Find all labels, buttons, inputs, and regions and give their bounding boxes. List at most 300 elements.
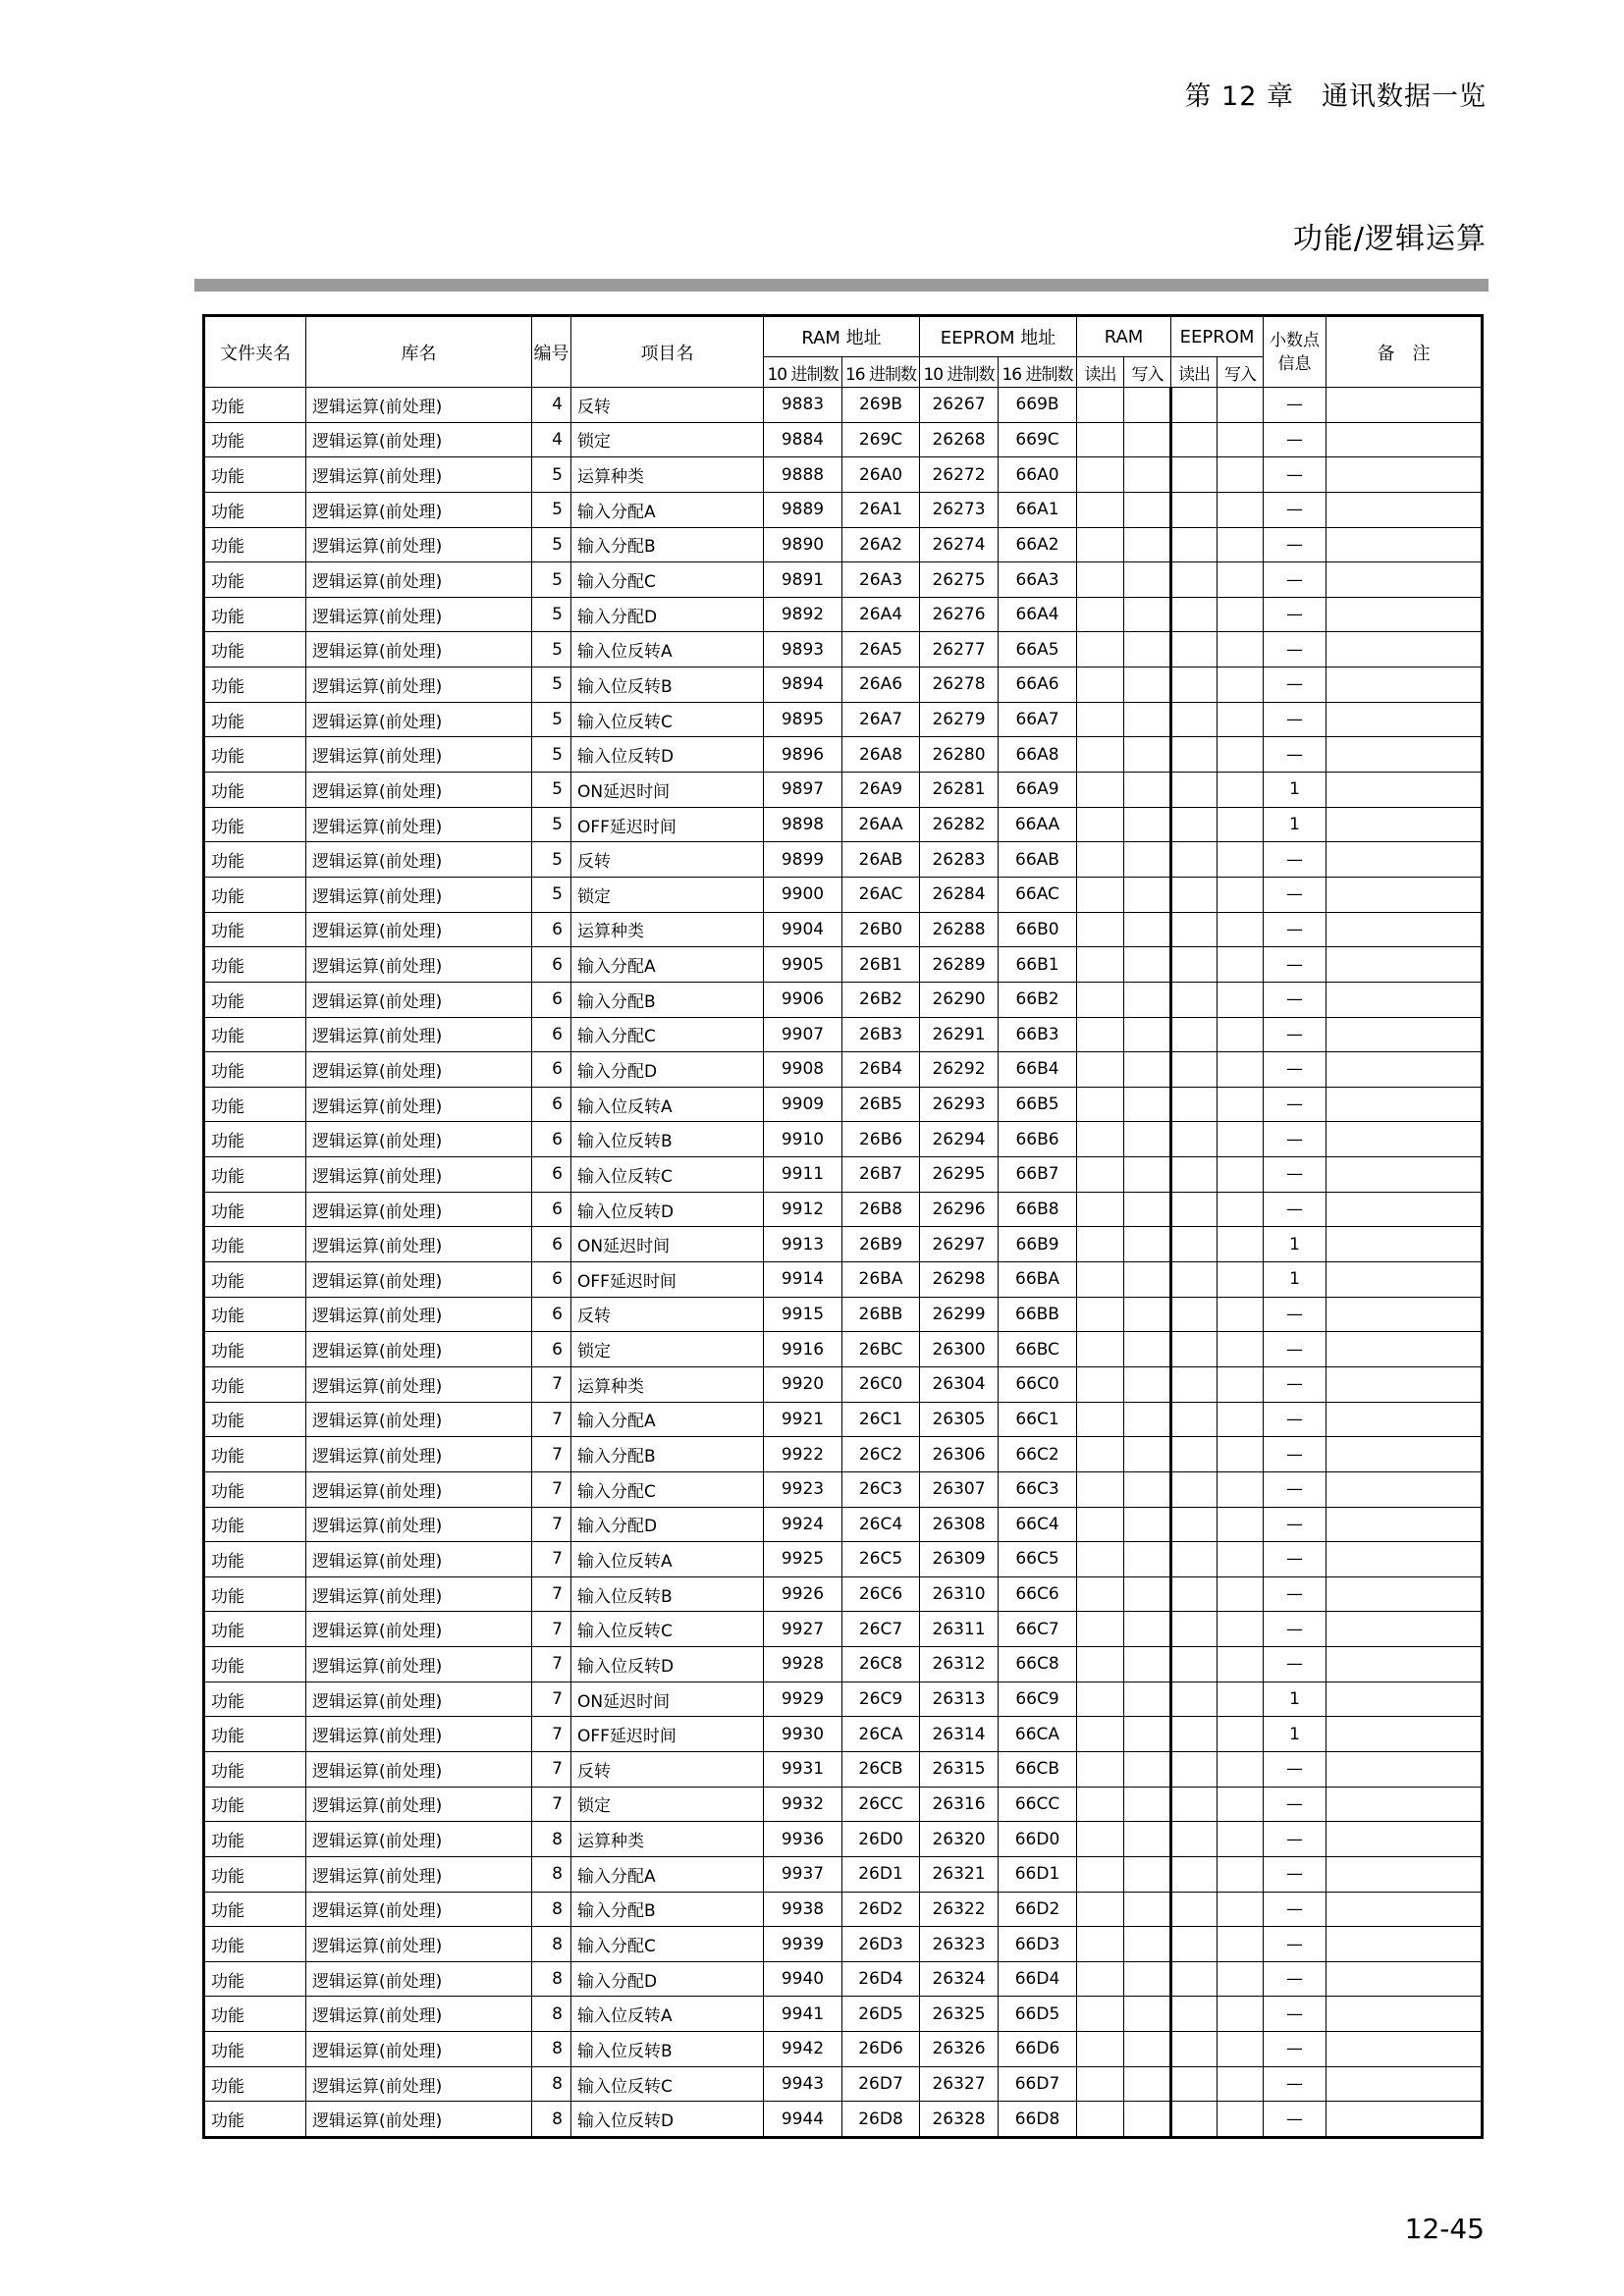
cell-ram-read [1077, 1122, 1124, 1157]
cell-eeprom-read [1171, 1682, 1218, 1717]
cell-ram-dec: 9924 [764, 1507, 842, 1542]
table-row [204, 1437, 1483, 1472]
cell-decimal: — [1264, 1507, 1326, 1542]
cell-decimal: 1 [1264, 773, 1326, 808]
cell-eeprom-read [1171, 1192, 1218, 1227]
cell-remarks [1326, 388, 1483, 423]
cell-eeprom-read [1171, 1822, 1218, 1857]
cell-ram-write [1124, 457, 1171, 493]
cell-eeprom-write [1218, 2032, 1264, 2067]
cell-library: 逻辑运算(前处理) [306, 1927, 532, 1962]
cell-number: 6 [532, 1052, 571, 1088]
cell-number: 8 [532, 1927, 571, 1962]
cell-number: 6 [532, 1122, 571, 1157]
cell-library: 逻辑运算(前处理) [306, 457, 532, 493]
cell-decimal: — [1264, 842, 1326, 878]
cell-ram-read [1077, 1507, 1124, 1542]
cell-library: 逻辑运算(前处理) [306, 702, 532, 737]
cell-item: ON延迟时间 [571, 1227, 764, 1262]
cell-eeprom-dec: 26289 [920, 947, 999, 983]
cell-eeprom-hex: 66CA [999, 1717, 1077, 1752]
cell-decimal: — [1264, 1751, 1326, 1787]
cell-eeprom-hex: 66A1 [999, 492, 1077, 527]
cell-ram-hex: 26CB [842, 1751, 920, 1787]
cell-ram-read [1077, 597, 1124, 632]
cell-eeprom-dec: 26290 [920, 982, 999, 1017]
cell-number: 5 [532, 597, 571, 632]
cell-library: 逻辑运算(前处理) [306, 1471, 532, 1507]
cell-folder: 功能 [204, 1717, 306, 1752]
cell-ram-dec: 9900 [764, 877, 842, 912]
table-body [204, 388, 1483, 2138]
cell-ram-write [1124, 912, 1171, 947]
cell-library: 逻辑运算(前处理) [306, 1682, 532, 1717]
table-row [204, 667, 1483, 703]
cell-ram-read [1077, 1787, 1124, 1822]
cell-library: 逻辑运算(前处理) [306, 842, 532, 878]
cell-ram-hex: 26D1 [842, 1856, 920, 1892]
cell-ram-dec: 9908 [764, 1052, 842, 1088]
cell-folder: 功能 [204, 982, 306, 1017]
cell-eeprom-write [1218, 1961, 1264, 1997]
table-row [204, 388, 1483, 423]
cell-eeprom-hex: 66C7 [999, 1612, 1077, 1647]
cell-ram-read [1077, 1437, 1124, 1472]
cell-number: 7 [532, 1576, 571, 1612]
cell-ram-write [1124, 1297, 1171, 1332]
cell-remarks [1326, 842, 1483, 878]
cell-ram-hex: 26AA [842, 807, 920, 842]
cell-folder: 功能 [204, 1017, 306, 1052]
cell-ram-hex: 26CC [842, 1787, 920, 1822]
cell-eeprom-dec: 26308 [920, 1507, 999, 1542]
cell-eeprom-hex: 66AB [999, 842, 1077, 878]
cell-item: OFF延迟时间 [571, 1717, 764, 1752]
cell-item: 运算种类 [571, 457, 764, 493]
cell-eeprom-read [1171, 1366, 1218, 1402]
cell-number: 5 [532, 632, 571, 667]
cell-eeprom-read [1171, 2102, 1218, 2138]
cell-ram-hex: 26D2 [842, 1892, 920, 1927]
cell-ram-read [1077, 2032, 1124, 2067]
cell-ram-dec: 9943 [764, 2066, 842, 2102]
table-row [204, 1087, 1483, 1122]
cell-eeprom-read [1171, 1471, 1218, 1507]
cell-folder: 功能 [204, 457, 306, 493]
cell-number: 4 [532, 422, 571, 457]
cell-decimal: — [1264, 562, 1326, 598]
cell-eeprom-hex: 66B2 [999, 982, 1077, 1017]
cell-number: 5 [532, 877, 571, 912]
cell-eeprom-hex: 66D4 [999, 1961, 1077, 1997]
cell-library: 逻辑运算(前处理) [306, 1612, 532, 1647]
cell-eeprom-write [1218, 388, 1264, 423]
cell-number: 8 [532, 1892, 571, 1927]
cell-eeprom-write [1218, 1332, 1264, 1367]
cell-ram-write [1124, 1997, 1171, 2032]
cell-library: 逻辑运算(前处理) [306, 562, 532, 598]
cell-ram-read [1077, 388, 1124, 423]
cell-eeprom-write [1218, 1787, 1264, 1822]
table-row [204, 1017, 1483, 1052]
cell-ram-write [1124, 1087, 1171, 1122]
cell-library: 逻辑运算(前处理) [306, 1262, 532, 1298]
cell-decimal: — [1264, 2066, 1326, 2102]
cell-number: 7 [532, 1437, 571, 1472]
cell-remarks [1326, 737, 1483, 773]
cell-decimal: — [1264, 2032, 1326, 2067]
table-row [204, 1262, 1483, 1298]
header-decimal: 小数点信息 [1264, 316, 1326, 388]
cell-eeprom-write [1218, 1576, 1264, 1612]
cell-ram-hex: 26A6 [842, 667, 920, 703]
cell-ram-write [1124, 1717, 1171, 1752]
cell-number: 8 [532, 1997, 571, 2032]
cell-eeprom-write [1218, 1997, 1264, 2032]
cell-eeprom-dec: 26279 [920, 702, 999, 737]
table-row [204, 492, 1483, 527]
cell-eeprom-read [1171, 1612, 1218, 1647]
cell-ram-hex: 26D4 [842, 1961, 920, 1997]
cell-library: 逻辑运算(前处理) [306, 1087, 532, 1122]
cell-ram-hex: 26A9 [842, 773, 920, 808]
cell-folder: 功能 [204, 1856, 306, 1892]
cell-eeprom-dec: 26284 [920, 877, 999, 912]
cell-ram-read [1077, 2102, 1124, 2138]
cell-remarks [1326, 1262, 1483, 1298]
cell-remarks [1326, 562, 1483, 598]
header-ram-write: 写入 [1124, 357, 1171, 388]
cell-eeprom-hex: 66B6 [999, 1122, 1077, 1157]
cell-ram-dec: 9910 [764, 1122, 842, 1157]
cell-remarks [1326, 1822, 1483, 1857]
cell-library: 逻辑运算(前处理) [306, 1892, 532, 1927]
cell-eeprom-write [1218, 1471, 1264, 1507]
cell-remarks [1326, 1856, 1483, 1892]
cell-ram-read [1077, 1052, 1124, 1088]
cell-eeprom-write [1218, 1437, 1264, 1472]
cell-number: 5 [532, 667, 571, 703]
cell-ram-write [1124, 492, 1171, 527]
cell-ram-read [1077, 842, 1124, 878]
cell-ram-write [1124, 1192, 1171, 1227]
cell-folder: 功能 [204, 632, 306, 667]
cell-eeprom-read [1171, 1507, 1218, 1542]
cell-eeprom-write [1218, 1647, 1264, 1682]
cell-ram-write [1124, 1822, 1171, 1857]
cell-eeprom-hex: 66C1 [999, 1402, 1077, 1437]
cell-remarks [1326, 1017, 1483, 1052]
cell-ram-read [1077, 1647, 1124, 1682]
cell-eeprom-write [1218, 1507, 1264, 1542]
cell-library: 逻辑运算(前处理) [306, 1961, 532, 1997]
cell-eeprom-dec: 26272 [920, 457, 999, 493]
cell-eeprom-write [1218, 562, 1264, 598]
cell-decimal: — [1264, 1542, 1326, 1577]
cell-eeprom-hex: 66CC [999, 1787, 1077, 1822]
cell-ram-dec: 9883 [764, 388, 842, 423]
cell-eeprom-write [1218, 773, 1264, 808]
cell-item: 输入分配A [571, 492, 764, 527]
cell-ram-dec: 9928 [764, 1647, 842, 1682]
table-row [204, 1856, 1483, 1892]
cell-ram-write [1124, 737, 1171, 773]
cell-item: 输入位反转C [571, 702, 764, 737]
cell-item: 运算种类 [571, 1366, 764, 1402]
table-row [204, 597, 1483, 632]
cell-number: 8 [532, 1822, 571, 1857]
cell-ram-read [1077, 1542, 1124, 1577]
cell-eeprom-read [1171, 842, 1218, 878]
cell-number: 6 [532, 1017, 571, 1052]
cell-ram-dec: 9940 [764, 1961, 842, 1997]
cell-library: 逻辑运算(前处理) [306, 1507, 532, 1542]
cell-library: 逻辑运算(前处理) [306, 1192, 532, 1227]
cell-eeprom-dec: 26275 [920, 562, 999, 598]
cell-folder: 功能 [204, 1822, 306, 1857]
cell-ram-dec: 9895 [764, 702, 842, 737]
table-row [204, 1507, 1483, 1542]
cell-library: 逻辑运算(前处理) [306, 1122, 532, 1157]
table-row [204, 1647, 1483, 1682]
cell-item: 输入分配B [571, 982, 764, 1017]
cell-eeprom-dec: 26280 [920, 737, 999, 773]
cell-eeprom-write [1218, 1052, 1264, 1088]
cell-ram-dec: 9942 [764, 2032, 842, 2067]
cell-item: 锁定 [571, 877, 764, 912]
cell-ram-dec: 9889 [764, 492, 842, 527]
cell-ram-dec: 9884 [764, 422, 842, 457]
cell-eeprom-write [1218, 1542, 1264, 1577]
cell-item: 锁定 [571, 1787, 764, 1822]
cell-eeprom-read [1171, 1997, 1218, 2032]
cell-ram-hex: 26B3 [842, 1017, 920, 1052]
cell-library: 逻辑运算(前处理) [306, 982, 532, 1017]
cell-ram-write [1124, 1262, 1171, 1298]
cell-folder: 功能 [204, 1647, 306, 1682]
cell-remarks [1326, 1751, 1483, 1787]
cell-item: 输入位反转B [571, 2032, 764, 2067]
cell-number: 7 [532, 1507, 571, 1542]
cell-eeprom-hex: 669C [999, 422, 1077, 457]
cell-folder: 功能 [204, 1262, 306, 1298]
table-row [204, 1227, 1483, 1262]
cell-decimal: — [1264, 1471, 1326, 1507]
cell-folder: 功能 [204, 1052, 306, 1088]
cell-eeprom-hex: 66A4 [999, 597, 1077, 632]
cell-remarks [1326, 1122, 1483, 1157]
cell-ram-write [1124, 1542, 1171, 1577]
cell-eeprom-write [1218, 1227, 1264, 1262]
cell-item: 输入位反转A [571, 1542, 764, 1577]
cell-library: 逻辑运算(前处理) [306, 1997, 532, 2032]
cell-ram-read [1077, 702, 1124, 737]
header-remarks: 备 注 [1326, 316, 1483, 388]
cell-eeprom-write [1218, 1612, 1264, 1647]
cell-eeprom-write [1218, 1717, 1264, 1752]
cell-eeprom-write [1218, 1366, 1264, 1402]
cell-item: 反转 [571, 388, 764, 423]
cell-decimal: — [1264, 1927, 1326, 1962]
cell-ram-read [1077, 1751, 1124, 1787]
cell-eeprom-write [1218, 1892, 1264, 1927]
cell-eeprom-hex: 66A7 [999, 702, 1077, 737]
table-row [204, 632, 1483, 667]
cell-eeprom-read [1171, 2066, 1218, 2102]
cell-number: 6 [532, 1192, 571, 1227]
cell-eeprom-hex: 66C9 [999, 1682, 1077, 1717]
cell-eeprom-read [1171, 2032, 1218, 2067]
cell-library: 逻辑运算(前处理) [306, 1366, 532, 1402]
cell-ram-hex: 26BB [842, 1297, 920, 1332]
chapter-header: 第 12 章 通讯数据一览 [1184, 81, 1487, 112]
cell-folder: 功能 [204, 1787, 306, 1822]
cell-ram-read [1077, 1297, 1124, 1332]
table-row [204, 1297, 1483, 1332]
cell-eeprom-write [1218, 1262, 1264, 1298]
cell-eeprom-write [1218, 702, 1264, 737]
cell-ram-write [1124, 877, 1171, 912]
table-row [204, 457, 1483, 493]
cell-item: 输入分配A [571, 1402, 764, 1437]
header-item: 项目名 [571, 316, 764, 388]
cell-remarks [1326, 2102, 1483, 2138]
cell-eeprom-hex: 66A6 [999, 667, 1077, 703]
cell-number: 7 [532, 1366, 571, 1402]
cell-remarks [1326, 1052, 1483, 1088]
cell-ram-dec: 9915 [764, 1297, 842, 1332]
table-row [204, 1157, 1483, 1193]
cell-eeprom-dec: 26283 [920, 842, 999, 878]
cell-number: 5 [532, 562, 571, 598]
cell-folder: 功能 [204, 1192, 306, 1227]
cell-remarks [1326, 1647, 1483, 1682]
cell-eeprom-hex: 66B0 [999, 912, 1077, 947]
cell-ram-hex: 26C0 [842, 1366, 920, 1402]
divider-bar [194, 279, 1489, 292]
cell-eeprom-hex: 66C8 [999, 1647, 1077, 1682]
cell-eeprom-dec: 26295 [920, 1157, 999, 1193]
communication-data-table [202, 314, 1484, 2139]
cell-library: 逻辑运算(前处理) [306, 1332, 532, 1367]
table-row [204, 422, 1483, 457]
cell-eeprom-hex: 66C6 [999, 1576, 1077, 1612]
cell-number: 7 [532, 1751, 571, 1787]
cell-eeprom-read [1171, 1856, 1218, 1892]
cell-decimal: 1 [1264, 1682, 1326, 1717]
cell-ram-read [1077, 1157, 1124, 1193]
cell-item: 输入位反转C [571, 1612, 764, 1647]
cell-eeprom-write [1218, 422, 1264, 457]
cell-remarks [1326, 1717, 1483, 1752]
table-row [204, 1402, 1483, 1437]
cell-library: 逻辑运算(前处理) [306, 1402, 532, 1437]
cell-ram-write [1124, 1647, 1171, 1682]
cell-eeprom-write [1218, 1751, 1264, 1787]
cell-eeprom-write [1218, 2066, 1264, 2102]
cell-ram-dec: 9923 [764, 1471, 842, 1507]
cell-eeprom-read [1171, 1437, 1218, 1472]
cell-decimal: 1 [1264, 1717, 1326, 1752]
cell-eeprom-write [1218, 1856, 1264, 1892]
cell-ram-read [1077, 562, 1124, 598]
cell-number: 5 [532, 807, 571, 842]
cell-eeprom-hex: 66BB [999, 1297, 1077, 1332]
header-eeprom: EEPROM [1171, 316, 1264, 357]
cell-item: 运算种类 [571, 912, 764, 947]
cell-ram-hex: 26B2 [842, 982, 920, 1017]
cell-ram-hex: 26D7 [842, 2066, 920, 2102]
cell-ram-write [1124, 702, 1171, 737]
cell-eeprom-read [1171, 1017, 1218, 1052]
cell-ram-dec: 9898 [764, 807, 842, 842]
cell-decimal: — [1264, 877, 1326, 912]
cell-eeprom-write [1218, 807, 1264, 842]
cell-eeprom-dec: 26305 [920, 1402, 999, 1437]
cell-ram-write [1124, 1332, 1171, 1367]
cell-decimal: — [1264, 457, 1326, 493]
cell-eeprom-write [1218, 1822, 1264, 1857]
cell-item: 输入位反转D [571, 1192, 764, 1227]
cell-ram-hex: 26C4 [842, 1507, 920, 1542]
cell-eeprom-write [1218, 877, 1264, 912]
cell-folder: 功能 [204, 1437, 306, 1472]
cell-eeprom-hex: 66AA [999, 807, 1077, 842]
cell-folder: 功能 [204, 1122, 306, 1157]
cell-ram-hex: 26AC [842, 877, 920, 912]
cell-eeprom-dec: 26313 [920, 1682, 999, 1717]
cell-number: 6 [532, 947, 571, 983]
cell-ram-write [1124, 1227, 1171, 1262]
cell-library: 逻辑运算(前处理) [306, 1017, 532, 1052]
cell-eeprom-hex: 66CB [999, 1751, 1077, 1787]
cell-folder: 功能 [204, 1682, 306, 1717]
cell-ram-write [1124, 1437, 1171, 1472]
cell-eeprom-write [1218, 1297, 1264, 1332]
cell-ram-write [1124, 1961, 1171, 1997]
cell-ram-read [1077, 1961, 1124, 1997]
header-ram-address: RAM 地址 [764, 316, 920, 357]
cell-eeprom-dec: 26326 [920, 2032, 999, 2067]
cell-number: 8 [532, 2102, 571, 2138]
header-eeprom-write: 写入 [1218, 357, 1264, 388]
header-ram: RAM [1077, 316, 1171, 357]
cell-eeprom-dec: 26300 [920, 1332, 999, 1367]
cell-ram-hex: 26B0 [842, 912, 920, 947]
cell-folder: 功能 [204, 1471, 306, 1507]
cell-eeprom-hex: 66C0 [999, 1366, 1077, 1402]
cell-remarks [1326, 2032, 1483, 2067]
cell-ram-read [1077, 807, 1124, 842]
table-row [204, 562, 1483, 598]
cell-ram-dec: 9913 [764, 1227, 842, 1262]
cell-eeprom-hex: 66A2 [999, 527, 1077, 562]
cell-ram-write [1124, 842, 1171, 878]
cell-eeprom-dec: 26323 [920, 1927, 999, 1962]
cell-eeprom-dec: 26278 [920, 667, 999, 703]
cell-decimal: — [1264, 1122, 1326, 1157]
cell-ram-read [1077, 1682, 1124, 1717]
header-number: 编号 [532, 316, 571, 388]
cell-eeprom-write [1218, 737, 1264, 773]
cell-folder: 功能 [204, 1961, 306, 1997]
cell-remarks [1326, 1787, 1483, 1822]
cell-ram-dec: 9932 [764, 1787, 842, 1822]
cell-library: 逻辑运算(前处理) [306, 1822, 532, 1857]
cell-ram-hex: 26A5 [842, 632, 920, 667]
cell-item: 输入分配D [571, 1052, 764, 1088]
cell-eeprom-read [1171, 737, 1218, 773]
